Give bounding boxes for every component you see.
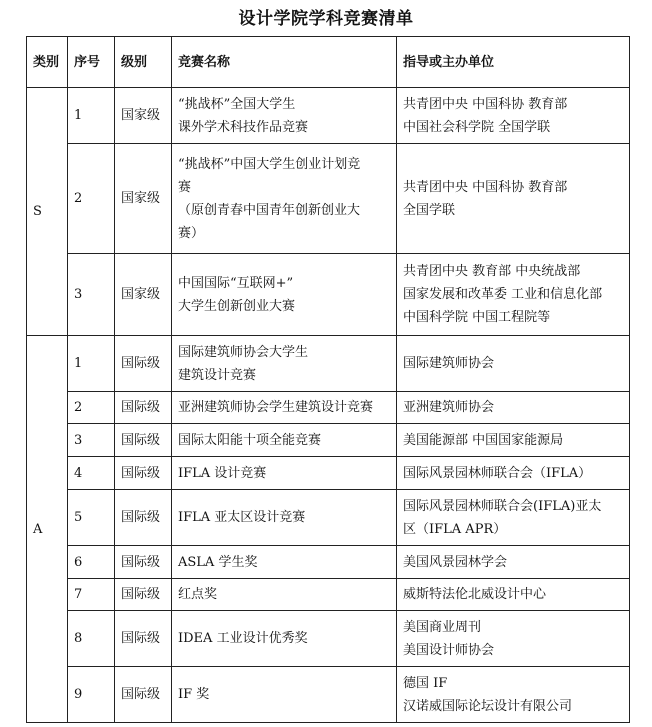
organizer-cell bbox=[397, 424, 630, 457]
competition-name-line: 建筑设计竞赛 bbox=[178, 367, 257, 383]
organizer-cell bbox=[397, 457, 630, 490]
category-cell: A bbox=[27, 336, 68, 723]
organizer-line: 美国商业周刊 bbox=[403, 619, 482, 635]
category-cell: S bbox=[27, 88, 68, 336]
level-cell: 国际级 bbox=[115, 336, 172, 392]
number-cell: 5 bbox=[68, 490, 115, 546]
organizer-line: 威斯特法伦北威设计中心 bbox=[403, 587, 547, 602]
competition-name-line: IFLA 设计竞赛 bbox=[178, 465, 267, 481]
competition-name-line: 课外学术科技作品竞赛 bbox=[178, 119, 309, 135]
competition-name-cell bbox=[172, 336, 397, 392]
competition-name-line: 红点奖 bbox=[178, 587, 218, 602]
competition-name-cell bbox=[172, 611, 397, 667]
organizer-line: 区（IFLA APR） bbox=[403, 521, 507, 537]
competition-name-line: ASLA 学生奖 bbox=[178, 554, 258, 570]
organizer-cell bbox=[397, 336, 630, 392]
competition-name-cell bbox=[172, 490, 397, 546]
table-row bbox=[27, 392, 630, 424]
number-cell: 3 bbox=[68, 424, 115, 457]
organizer-line: 共青团中央 中国科协 教育部 bbox=[403, 96, 568, 112]
organizer-line: 亚洲建筑师协会 bbox=[403, 400, 495, 415]
competition-name-cell bbox=[172, 424, 397, 457]
number-cell: 1 bbox=[68, 336, 115, 392]
organizer-line: 共青团中央 教育部 中央统战部 bbox=[403, 264, 581, 279]
competition-name-cell bbox=[172, 579, 397, 611]
competition-name-line: 国际太阳能十项全能竞赛 bbox=[178, 432, 322, 448]
table-row bbox=[27, 424, 630, 457]
header-row bbox=[27, 37, 630, 88]
header-level: 级别 bbox=[115, 37, 172, 88]
page-title: 设计学院学科竞赛清单 bbox=[238, 9, 414, 29]
organizer-line: 全国学联 bbox=[403, 202, 456, 218]
table-row bbox=[27, 457, 630, 490]
organizer-cell bbox=[397, 88, 630, 144]
level-cell: 国家级 bbox=[115, 144, 172, 254]
table-row bbox=[27, 336, 630, 392]
competition-name-line: IDEA 工业设计优秀奖 bbox=[178, 631, 308, 646]
number-cell: 6 bbox=[68, 546, 115, 579]
organizer-line: 国际风景园林师联合会（IFLA） bbox=[403, 465, 592, 481]
organizer-line: 汉诺威国际论坛设计有限公司 bbox=[403, 698, 573, 714]
competition-name-line: “挑战杯”中国大学生创业计划竞 bbox=[178, 156, 361, 172]
level-cell: 国际级 bbox=[115, 490, 172, 546]
competition-name-line: IF 奖 bbox=[178, 687, 210, 702]
number-cell: 7 bbox=[68, 579, 115, 611]
number-cell: 2 bbox=[68, 392, 115, 424]
table-row bbox=[27, 667, 630, 723]
competition-name-line: IFLA 亚太区设计竞赛 bbox=[178, 510, 306, 525]
organizer-cell bbox=[397, 546, 630, 579]
organizer-line: 美国能源部 中国国家能源局 bbox=[403, 432, 564, 448]
competition-name-line: 赛） bbox=[178, 225, 205, 241]
level-cell: 国际级 bbox=[115, 667, 172, 723]
organizer-cell bbox=[397, 490, 630, 546]
number-cell: 3 bbox=[68, 254, 115, 336]
competition-name-cell bbox=[172, 144, 397, 254]
level-cell: 国家级 bbox=[115, 88, 172, 144]
number-cell: 1 bbox=[68, 88, 115, 144]
number-cell: 8 bbox=[68, 611, 115, 667]
table-row bbox=[27, 546, 630, 579]
header-number: 序号 bbox=[68, 37, 115, 88]
competition-name-line: 亚洲建筑师协会学生建筑设计竞赛 bbox=[178, 400, 374, 415]
level-cell: 国际级 bbox=[115, 392, 172, 424]
level-cell: 国际级 bbox=[115, 611, 172, 667]
competition-name-line: 国际建筑师协会大学生 bbox=[178, 344, 309, 360]
competition-name-cell bbox=[172, 392, 397, 424]
organizer-cell bbox=[397, 392, 630, 424]
competition-name-cell bbox=[172, 667, 397, 723]
level-cell: 国际级 bbox=[115, 546, 172, 579]
level-cell: 国际级 bbox=[115, 579, 172, 611]
table-row bbox=[27, 579, 630, 611]
organizer-line: 国家发展和改革委 工业和信息化部 bbox=[403, 287, 603, 302]
competition-name-cell bbox=[172, 546, 397, 579]
competition-name-line: （原创青春中国青年创新创业大 bbox=[178, 202, 361, 218]
level-cell: 国际级 bbox=[115, 424, 172, 457]
organizer-cell bbox=[397, 254, 630, 336]
header-organizer: 指导或主办单位 bbox=[397, 37, 630, 88]
level-cell: 国际级 bbox=[115, 457, 172, 490]
number-cell: 4 bbox=[68, 457, 115, 490]
competition-name-cell bbox=[172, 457, 397, 490]
table-row bbox=[27, 611, 630, 667]
header-competition-name: 竞赛名称 bbox=[172, 37, 397, 88]
table-row bbox=[27, 88, 630, 144]
header-category: 类别 bbox=[27, 37, 68, 88]
table-row bbox=[27, 144, 630, 254]
competition-name-cell bbox=[172, 254, 397, 336]
organizer-line: 美国风景园林学会 bbox=[403, 554, 508, 570]
competition-name-line: 中国国际“互联网+” bbox=[178, 275, 294, 291]
number-cell: 2 bbox=[68, 144, 115, 254]
table-row bbox=[27, 254, 630, 336]
organizer-line: 国际建筑师协会 bbox=[403, 356, 495, 371]
competition-name-cell bbox=[172, 88, 397, 144]
table-row bbox=[27, 490, 630, 546]
organizer-line: 国际风景园林师联合会(IFLA)亚太 bbox=[403, 498, 602, 514]
organizer-line: 中国科学院 中国工程院等 bbox=[403, 310, 551, 325]
level-cell: 国家级 bbox=[115, 254, 172, 336]
table-body bbox=[27, 88, 630, 723]
organizer-cell bbox=[397, 144, 630, 254]
organizer-line: 中国社会科学院 全国学联 bbox=[403, 119, 551, 135]
competition-table bbox=[26, 36, 630, 723]
competition-name-line: “挑战杯”全国大学生 bbox=[178, 96, 296, 112]
organizer-cell bbox=[397, 579, 630, 611]
number-cell: 9 bbox=[68, 667, 115, 723]
organizer-cell bbox=[397, 611, 630, 667]
competition-name-line: 赛 bbox=[178, 179, 192, 195]
organizer-line: 德国 IF bbox=[403, 675, 448, 691]
organizer-line: 美国设计师协会 bbox=[403, 642, 495, 658]
organizer-cell bbox=[397, 667, 630, 723]
organizer-line: 共青团中央 中国科协 教育部 bbox=[403, 179, 568, 195]
competition-name-line: 大学生创新创业大赛 bbox=[178, 298, 296, 314]
